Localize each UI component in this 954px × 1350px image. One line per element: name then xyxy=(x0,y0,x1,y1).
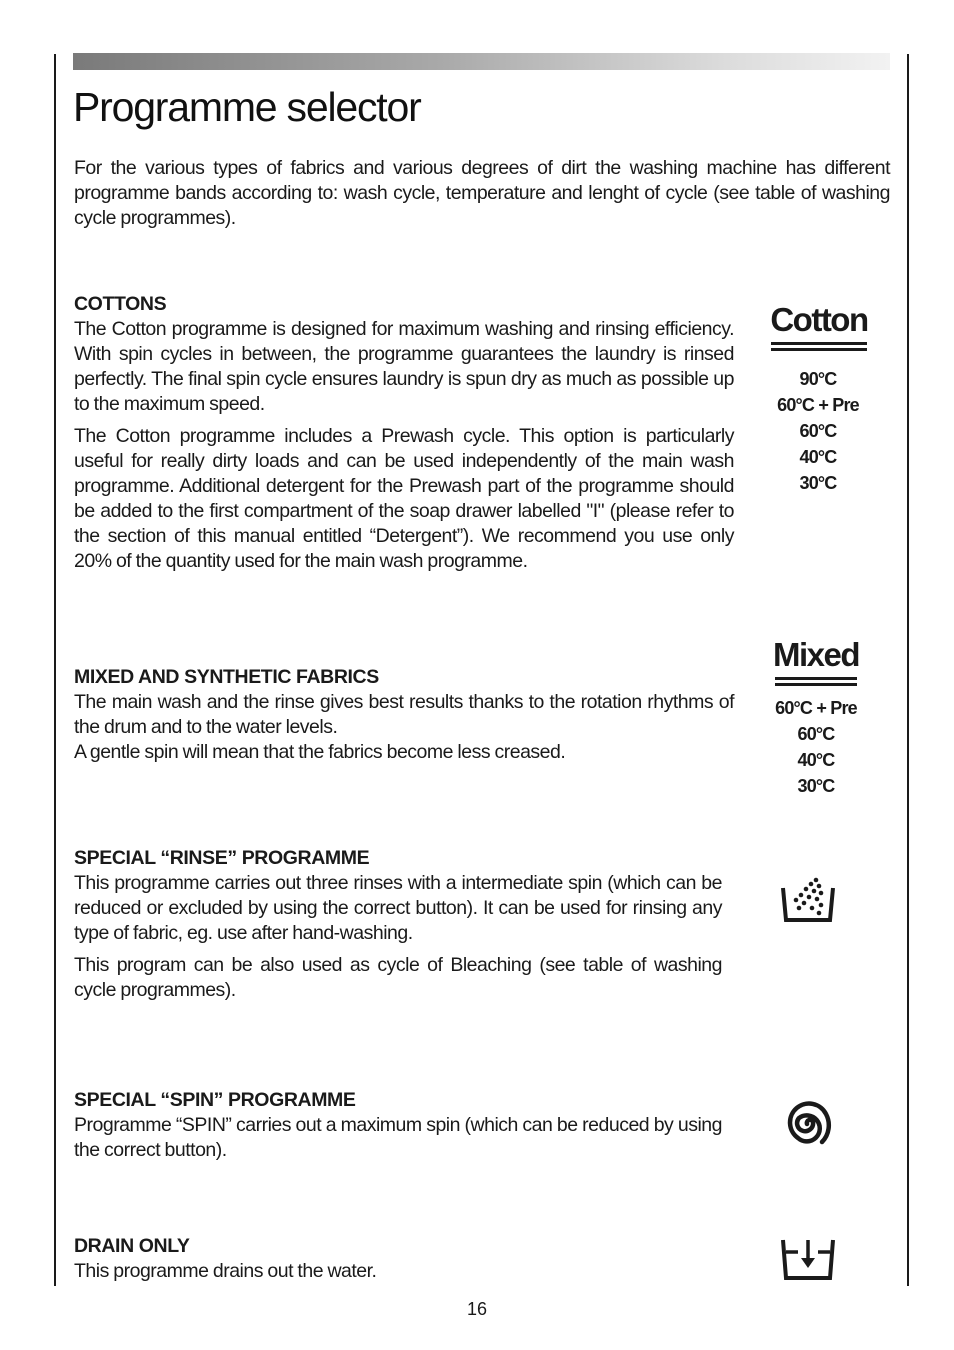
page-title: Programme selector xyxy=(73,84,421,130)
rinse-icon xyxy=(778,872,838,924)
section-cottons xyxy=(74,292,734,574)
section-drain xyxy=(74,1234,722,1284)
drain-icon xyxy=(778,1236,838,1282)
section-paragraph: This programme carries out three rinses with a intermediate spin (which can be reduced or excluded by using the correct button). It can be used for rinsing any type of fabric, eg. use after hand-washing. xyxy=(74,872,722,944)
cotton-temperature-list xyxy=(763,366,873,496)
spin-icon xyxy=(777,1092,837,1152)
header-gradient-bar xyxy=(73,53,890,70)
section-spin xyxy=(74,1088,722,1163)
right-margin-rule xyxy=(907,54,909,1286)
temperature-option: 30°C xyxy=(797,776,835,796)
temperature-option: 90°C xyxy=(799,369,837,389)
temperature-option: 60°C + Pre xyxy=(777,395,859,415)
cotton-dial-label xyxy=(768,302,870,351)
section-paragraph: This programme drains out the water. xyxy=(74,1260,377,1282)
section-heading: SPECIAL “SPIN” PROGRAMME xyxy=(74,1089,356,1111)
double-underline xyxy=(775,677,857,686)
temperature-option: 60°C + Pre xyxy=(775,698,857,718)
section-heading: SPECIAL “RINSE” PROGRAMME xyxy=(74,847,370,869)
section-paragraph: The Cotton programme includes a Prewash cycle. This option is particularly useful for really dirty loads and can be used independently of the main wash programme. Additional detergent for the Prewash part of the programme should be added to the first compartment of the soap drawer labelled "I" (please refer to the section of this manual entitled “Detergent”). We recommend you use only 20% of the quantity used for the main wash programme. xyxy=(74,425,734,572)
section-heading: DRAIN ONLY xyxy=(74,1235,190,1257)
double-underline xyxy=(771,342,867,351)
temperature-option: 40°C xyxy=(797,750,835,770)
section-rinse xyxy=(74,846,722,1003)
section-paragraph: The Cotton programme is designed for maximum washing and rinsing efficiency. With spin cycles in between, the programme guarantees the laundry is rinsed perfectly. The final spin cycle ensures laundry is spun dry as much as possible up to the maximum speed. xyxy=(74,318,734,415)
temperature-option: 30°C xyxy=(799,473,837,493)
temperature-option: 60°C xyxy=(797,724,835,744)
cotton-label-text: Cotton xyxy=(770,301,868,338)
mixed-dial-label xyxy=(768,637,864,686)
section-paragraph: Programme “SPIN” carries out a maximum spin (which can be reduced by using the correct button). xyxy=(74,1114,722,1161)
page-number: 16 xyxy=(466,1299,488,1319)
mixed-temperature-list xyxy=(761,695,871,799)
section-paragraph: A gentle spin will mean that the fabrics become less creased. xyxy=(74,741,566,763)
section-heading: COTTONS xyxy=(74,293,167,315)
temperature-option: 60°C xyxy=(799,421,837,441)
section-paragraph: This program can be also used as cycle of Bleaching (see table of washing cycle programmes). xyxy=(74,954,722,1001)
temperature-option: 40°C xyxy=(799,447,837,467)
left-margin-rule xyxy=(54,54,56,1286)
intro-paragraph: For the various types of fabrics and various degrees of dirt the washing machine has different programme bands according to: wash cycle, temperature and lenght of cycle (see table of washing cycle programmes). xyxy=(74,157,890,229)
section-heading: MIXED AND SYNTHETIC FABRICS xyxy=(74,666,379,688)
section-mixed xyxy=(74,665,734,765)
section-paragraph: The main wash and the rinse gives best results thanks to the rotation rhythms of the drum and to the water levels. xyxy=(74,691,734,738)
mixed-label-text: Mixed xyxy=(772,636,860,673)
